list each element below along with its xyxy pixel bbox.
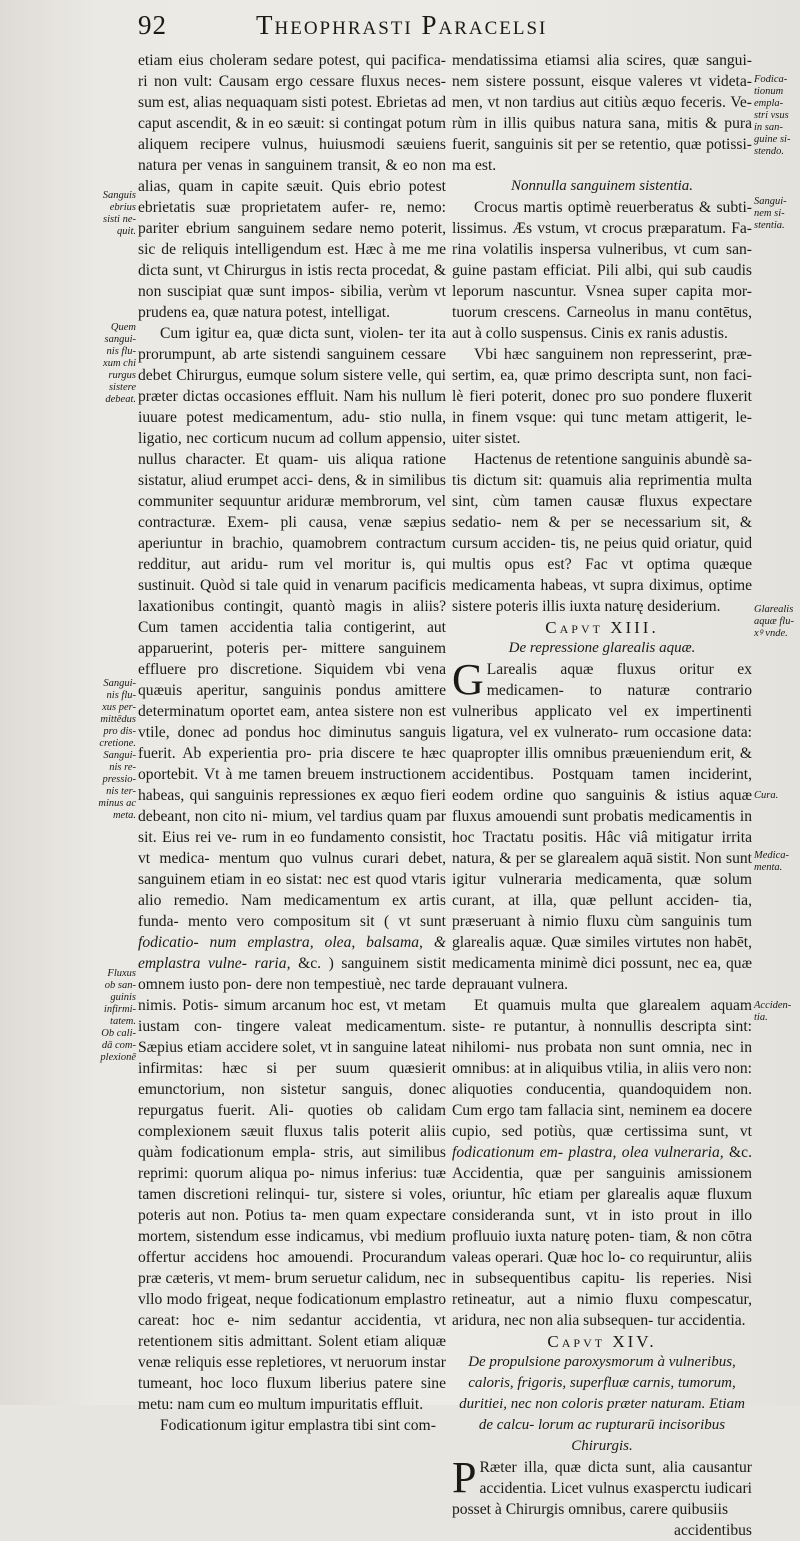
margin-line: cretione. (99, 738, 136, 749)
page-number: 92 (138, 10, 167, 40)
margin-note (754, 1000, 798, 1024)
margin-line: Fodica- (754, 74, 788, 85)
margin-line: sisti ne- (103, 214, 136, 225)
margin-line: nis flu- (106, 690, 136, 701)
margin-line: xum chi (103, 358, 136, 369)
margin-line: ebrius (109, 202, 136, 213)
margin-line: tatem. (110, 1016, 136, 1027)
margin-line: quit. (117, 226, 136, 237)
margin-line: Acciden- (754, 1000, 792, 1011)
margin-line: debeat. (105, 394, 136, 405)
margin-line: nem si- (754, 208, 785, 219)
margin-line: sangui- (104, 334, 136, 345)
margin-line: aquæ flu- (754, 616, 794, 627)
paragraph-text: Larealis aquæ fluxus oritur ex medicamen- to naturæ contrario vulneribus applicato vel ex impertinenti ligatura, vel ex vulnerato- rum occasione data: quapropter illis omnibus præueniendum erit, & accidentibus. Postquam tamen inciderint, eodem ordine quo sanguinis & istius aquæ fluxus amouendi sunt probatis medicamentis in hoc Tractatu positis. Hâc viâ mitigatur irrita natura, & per se glarealem aquā sistit. Non sunt igitur vulneraria medicamenta, quæ solum curant, at illa, quæ pellunt acciden- tia, præseruant à nimio fluxu cùm sanguinis tum glarealis aquæ. Quæ similes virtutes non habēt, medicamenta minimè dici possunt, nec ea, quæ deprauant vulnera. (452, 661, 752, 993)
margin-line: ob san- (104, 980, 136, 991)
margin-line: Medica- (754, 850, 789, 861)
margin-note (84, 968, 136, 1064)
margin-line: infirmi- (103, 1004, 136, 1015)
margin-line: dā com- (101, 1040, 136, 1051)
margin-line: nis ter- (106, 786, 136, 797)
page-header (138, 4, 760, 48)
catchword: accidentibus (674, 1522, 752, 1539)
left-column (138, 50, 446, 1436)
margin-line: pro dis- (103, 726, 136, 737)
margin-line: plexionē (100, 1052, 136, 1063)
margin-line: Sanguis (102, 190, 136, 201)
right-column (452, 50, 752, 1541)
chapter-subtitle: De repressione glarealis aquæ. (508, 640, 696, 656)
chapter-heading: Capvt XIV. (547, 1332, 657, 1351)
paragraph-text: &c. Accidentia, quæ per sanguinis amissionem oriuntur, hîc etiam per glarealis aquæ fluxum consideranda sunt, vt in isto prout in illo profluuio iuxta naturę poten- tiam, & non cōtra valeas operari. Quæ hoc lo- co requiruntur, aliis in subsequentibus capitu- lis reperies. Nisi retineatur, aut a nimio fluxu compescatur, aridura, nec non alia subsequen- tur accidentia. (452, 1144, 752, 1329)
paragraph: Crocus martis optimè reuerberatus & subti- lissimus. Æs vstum, vt crocus præparatum. Fa- rina volatilis inspersa vulneribus, vt cum san- guine pastam efficiat. Pili albi, qui sub caudis leporum nascuntur. Vsnea super capita mor- tuorum crescens. Carneolus in manu contētus, aut à collo suspensus. Cinis ex ranis adustis. (452, 199, 752, 342)
margin-note (84, 678, 136, 822)
running-title: Theophrasti Paracelsi (256, 10, 548, 40)
margin-line: empla- (754, 98, 784, 109)
drop-cap: G (452, 655, 484, 704)
margin-line: tionum (754, 86, 784, 97)
chapter-subtitle: De propulsione paroxysmorum à vulneribus, caloris, frigoris, superfluæ carnis, tumorum, duritiei, nec non coloris præter naturam. Etiam de calcu- lorum ac rupturarū incisoribus Chirurgis. (459, 1354, 745, 1454)
paragraph-text: Et quamuis multa que glarealem aquam siste- re putantur, à nonnullis descripta sint: nihilomi- nus probata non sunt omnia, nec in omnibus: at in aliquibus vtilia, in aliis vero non: aliquoties conducentia, quandoquidem non. Cum ergo tam fallacia sint, neminem ea docere cupio, sed potiùs, quæ certissima sunt, vt (452, 997, 752, 1140)
paragraph: Vbi hæc sanguinem non represserint, præ- sertim, ea, quæ primo descripta sunt, non faci- lè fieri poterit, donec pro suo pondere fluxerit in finem vsque: qui tunc metam attigerit, le- uiter sistet. (452, 346, 752, 447)
margin-line: Ob cali- (101, 1028, 136, 1039)
paragraph (452, 995, 752, 1331)
margin-note (84, 190, 136, 238)
margin-line: pressio- (102, 774, 136, 785)
margin-line: minus ac (98, 798, 136, 809)
margin-note (754, 850, 798, 874)
margin-line: Quem (110, 322, 136, 333)
margin-note (754, 604, 798, 640)
section-subheading: Nonnulla sanguinem sistentia. (510, 178, 694, 194)
chapter-heading: Capvt XIII. (545, 618, 659, 637)
italic-text: fodicatio- num emplastra, olea, balsama, & emplastra vulne- raria, (138, 934, 446, 972)
paragraph: Fodicationum igitur emplastra tibi sint com- (160, 1417, 436, 1434)
margin-line: Sangui- (103, 750, 136, 761)
margin-line: mittēdus (100, 714, 136, 725)
margin-line: xꝰ vnde. (754, 628, 788, 639)
paragraph: etiam eius choleram sedare potest, qui pacifica- ri non vult: Causam ergo cessare fluxus neces- sum est, alias nequaquam sisti potest. Ebrietas ad caput ascendit, & in eo sæuit: si contingat potum aliquem recipere vulnus, huiusmodi sæuiens natura per venas in sanguinem transit, & eo non alias, quam in capite sæuit. Quis ebrio potest ebrietatis suæ proprietatem aufer- re, nemo: pariter ebrium sanguinem sedare nemo poterit, sic de reliquis intelligendum est. Hæc à me me dicta sunt, vt Chirurgus in istis recta procedat, & non suscipiat quæ sunt impos- sibilia, verùm vt prudens ea, quæ natura potest, intelligat. (138, 52, 446, 321)
margin-line: in san- (754, 122, 783, 133)
margin-line: menta. (754, 862, 783, 873)
margin-note (84, 322, 136, 406)
margin-line: guinis (110, 992, 136, 1003)
paragraph-text: Ræter illa, quæ dicta sunt, alia causantur accidentia. Licet vulnus exasperctu iudicari posset à Chirurgis omnibus, carere quibusiis (452, 1459, 752, 1518)
margin-line: Cura. (754, 790, 779, 801)
margin-line: Sangui- (754, 196, 787, 207)
paragraph-text: &c. ) sanguinem sistit omnem iusto pon- dere non tempestiuè, nec tarde nimis. Potis- simum arcanum hoc est, vt metam iustam con- tingere valeat medicamentum. Sæpius etiam accidere solet, vt in sanguine lateat infirmitas: hæc si per suum quæsierit emunctorium, non sistetur sanguis, donec repurgatus fuerit. Ali- quoties ob calidam complexionem sæuit fluxus talis poterit aliis quàm fodicationum empla- stris, aut similibus reprimi: quorum aliqua po- nimus inferius: tuæ tamen discretioni relinqui- tur, sistere si voles, poteris aut non. Potius ta- men quam expectare mortem, sistendum esse indicamus, vbi medium offertur accidens hoc amouendi. Procurandum præ cæteris, vt mem- brum seruetur calidum, nec vllo modo frigeat, neque fodicationum emplastro careat: hoc e- nim sedantur accidentia, vt retentionem sitis admittant. Solent etiam aliquæ venæ reliquis esse repletiores, vt neruorum instar tumeant, hoc loco fluxum liberius patere sine metu: nam cum eo multum impuritatis effluit. (138, 955, 446, 1413)
margin-line: nis re- (109, 762, 136, 773)
margin-line: stendo. (754, 146, 785, 157)
margin-line: sistere (108, 382, 136, 393)
margin-line: stri vsus (754, 110, 789, 121)
margin-line: nis flu- (106, 346, 136, 357)
paragraph: Hactenus de retentione sanguinis abundè sa- tis dictum sit: quamuis alia reprimentia multa sint, cùm tamen causæ fluxus expectare sedatio- nem & per se necessarium sit, & cursum acciden- tis, ne peius quid oriatur, quid multis opus est? Fac vt optima quæque medicamenta habeas, vt supra diximus, optime sistere poteris illis iuxta naturę desiderium. (452, 451, 752, 615)
margin-note (754, 196, 798, 232)
margin-line: meta. (112, 810, 136, 821)
paragraph (138, 323, 446, 1415)
paragraph-text: Cum igitur ea, quæ dicta sunt, violen- ter ita prorumpunt, ab arte sistendi sanguinem cessare debet Chirurgus, eumque solum sistere velle, qui præter dictas occasiones effluit. Nam his nullum iuuare potest medicamentum, adu- stio nulla, ligatio, nec corticum nucum ad collum appensio, nullus character. Et quam- uis aliqua ratione sistatur, aliud erumpet acci- dens, & in similibus communiter sequuntur ariduræ membrorum, vel contracturæ. Exem- pli causa, venæ sæpius aperiuntur in brachio, quamobrem contractum redditur, aut aridu- rum vel moritur is, qui sustinuit. Quòd si tale quid in venarum pacificis laxationibus contingit, quantò magis in aliis? Cum tamen accidentia talia contigerint, aut apparuerint, poteris per- mittere sanguinem effluere pro discretione. Siquidem vbi vena quæuis aperitur, sanguinis pondus amittere determinatum oportet eam, antea sistere non est vtile, donec ad pondus hoc diminutus sanguis fuerit. Ab experientia pro- pria discere te hæc oportebit. Vt à me tamen breuem instructionem habeas, qui sanguinis repressiones ex æquo fieri debeant, non cito ni- mium, vel tardius quam par sit. Eius rei ve- rum in eo fundamento consistit, vt medica- mentum quo vulnus curari debet, sanguinem etiam in eo sistat: nec est quod vtaris alio remedio. Nam medicamentum ex artis funda- mento vero compositum sit ( vt sunt (138, 325, 446, 930)
paragraph (452, 1453, 752, 1520)
margin-line: Sangui- (103, 678, 136, 689)
paragraph (452, 655, 752, 995)
margin-line: guine si- (754, 134, 791, 145)
paragraph: mendatissima etiamsi alia scires, quæ sangui- nem sistere possunt, eisque valeres vt videta- men, vt non tardius aut citiùs æquo feceris. Ve- rùm in illis quibus natura sana, mitis & pura fuerit, sanguinis sit per se retentio, quæ potissi- ma est. (452, 52, 752, 174)
margin-line: stentia. (754, 220, 785, 231)
margin-note (754, 790, 798, 802)
italic-text: fodicationum em- plastra, olea vulneraria, (452, 1144, 724, 1161)
margin-line: Fluxus (107, 968, 136, 979)
margin-line: Glarealis (754, 604, 794, 615)
margin-line: tia. (754, 1012, 768, 1023)
margin-line: xus per- (102, 702, 136, 713)
drop-cap: P (452, 1453, 477, 1502)
margin-note (754, 74, 798, 158)
margin-line: rurgus (108, 370, 136, 381)
